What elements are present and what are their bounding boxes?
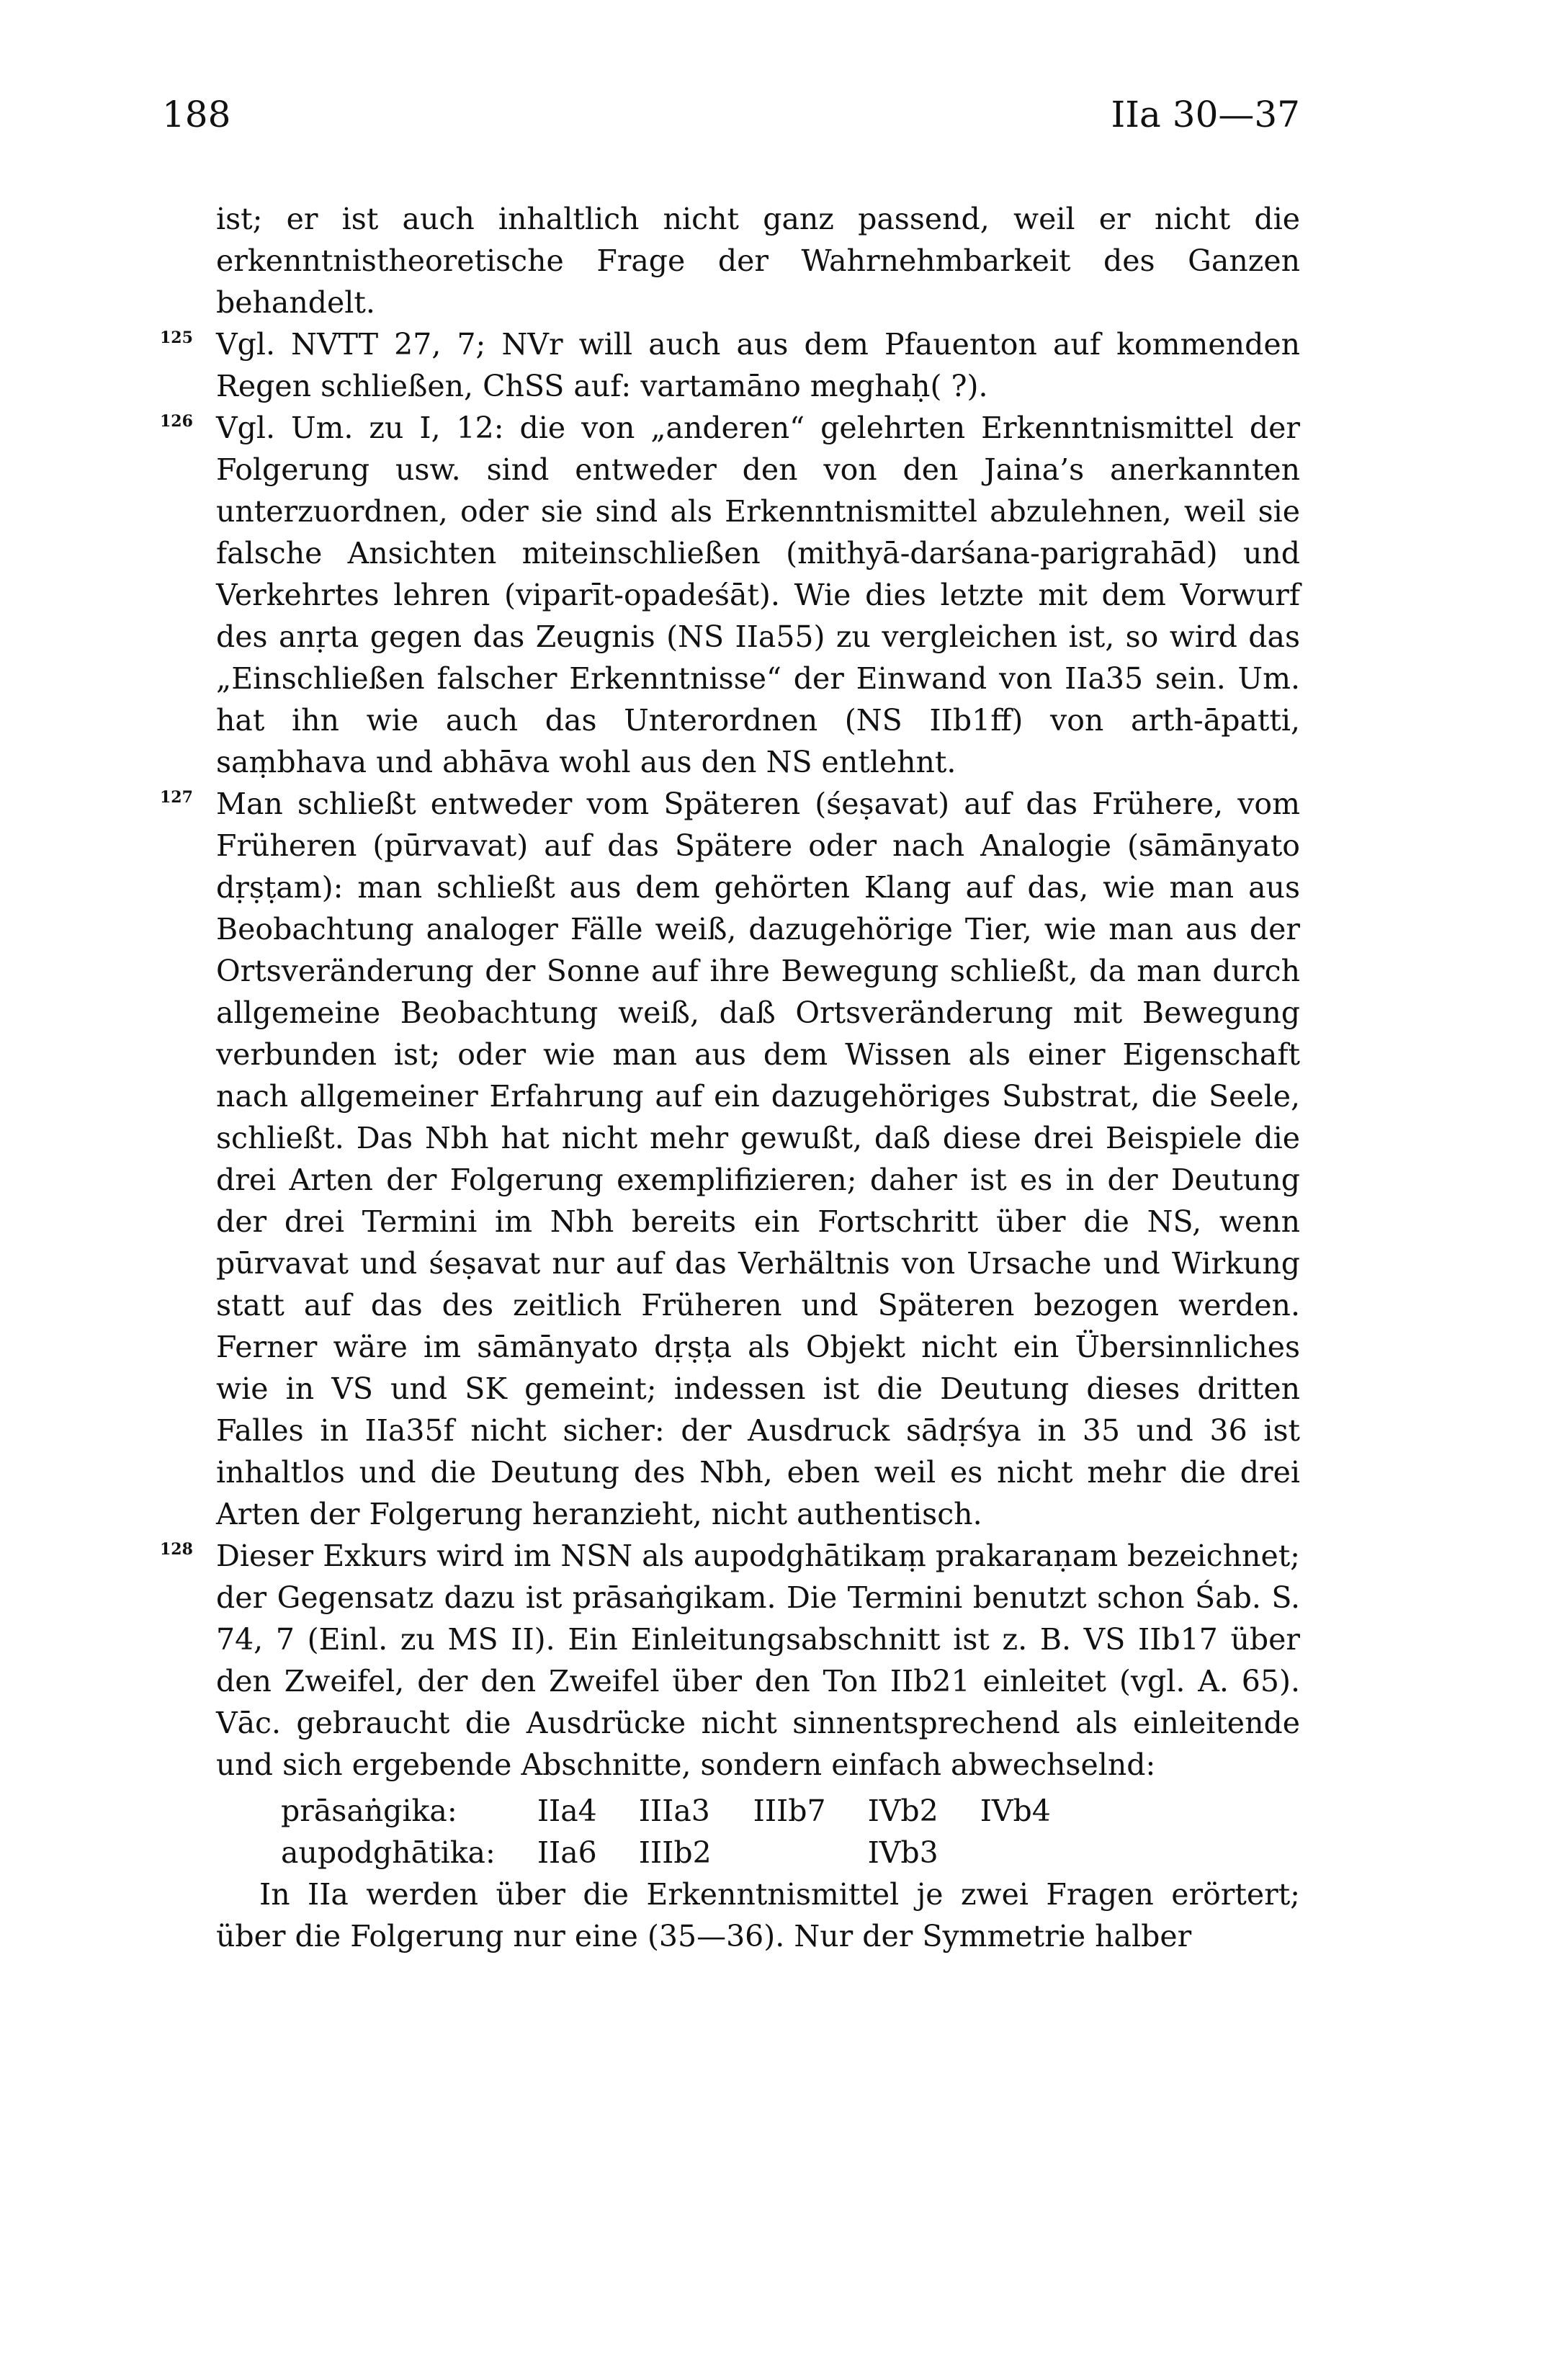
list-cell: IIIa3 <box>638 1794 710 1828</box>
list-row-prasangika <box>281 1790 1093 1832</box>
note-number: 127 <box>160 788 193 807</box>
note-number: 126 <box>160 412 193 431</box>
note-128 <box>160 1535 1300 1786</box>
note-126 <box>160 407 1300 783</box>
note-text: Man schließt entweder vom Späteren (śeṣavat) auf das Frühere, vom Früheren (pūrvavat) auf das Spätere oder nach Analogie (sāmānyato dṛṣṭam): man schließt aus dem gehörten Klang auf das, wie man aus Beobachtung analoger Fälle weiß, dazugehörige Tier, wie man aus der Ortsveränderung der Sonne auf ihre Bewegung schließt, da man durch allgemeine Beobachtung weiß, daß Ortsveränderung mit Bewegung verbunden ist; oder wie man aus dem Wissen als einer Eigenschaft nach allgemeiner Erfahrung auf ein dazugehöriges Substrat, die Seele, schließt. Das Nbh hat nicht mehr gewußt, daß diese drei Beispiele die drei Arten der Folgerung exemplifizieren; daher ist es in der Deutung der drei Termini im Nbh bereits ein Fortschritt über die NS, wenn pūrvavat und śeṣavat nur auf das Verhältnis von Ursache und Wirkung statt auf das des zeitlich Früheren und Späteren bezogen werden. Ferner wäre im sāmānyato dṛṣṭa als Objekt nicht ein Übersinnliches wie in VS und SK gemeint; indessen ist die Deutung dieses dritten Falles in IIa35f nicht sicher: der Ausdruck sādṛśya in 35 und 36 ist inhaltlos und die Deutung des Nbh, eben weil es nicht mehr die drei Arten der Folgerung heranzieht, nicht authentisch. <box>216 787 1300 1531</box>
note-text: ist; er ist auch inhaltlich nicht ganz passend, weil er nicht die erkenntnistheoretische Frage der Wahrnehmbarkeit des Ganzen behandelt. <box>216 202 1300 320</box>
footnotes-body <box>160 198 1300 1957</box>
running-head: IIa 30—37 <box>1111 94 1300 135</box>
note-text: Vgl. Um. zu I, 12: die von „anderen“ gelehrten Erkenntnismittel der Folgerung usw. sind entweder den von den Jaina’s anerkannten unterzuordnen, oder sie sind als Erkenntnismittel abzulehnen, weil sie falsche Ansichten miteinschließen (mithyā-darśana-parigrahād) und Verkehrtes lehren (viparīt-opadeśāt). Wie dies letzte mit dem Vorwurf des anṛta gegen das Zeugnis (NS IIa55) zu vergleichen ist, so wird das „Einschließen falscher Erkenntnisse“ der Einwand von IIa35 sein. Um. hat ihn wie auch das Unterordnen (NS IIb1ff) von arth-āpatti, saṃbhava und abhāva wohl aus den NS entlehnt. <box>216 411 1300 779</box>
list-cell <box>753 1832 868 1874</box>
note-text: Dieser Exkurs wird im NSN als aupodghātikaṃ prakaraṇam bezeichnet; der Gegensatz dazu ist prāsaṅgikam. Die Termini benutzt schon Śab. S. 74, 7 (Einl. zu MS II). Ein Einleitungsabschnitt ist z. B. VS IIb17 über den Zweifel, der den Zweifel über den Ton IIb21 einleitet (vgl. A. 65). Vāc. gebraucht die Ausdrücke nicht sinnentsprechend als einleitende und sich ergebende Abschnitte, sondern einfach abwechselnd: <box>216 1539 1300 1782</box>
page-number: 188 <box>162 94 231 135</box>
note-continuation <box>216 198 1300 323</box>
list-cell: IVb4 <box>980 1794 1051 1828</box>
list-cell: IIIb7 <box>753 1794 826 1828</box>
list-cell: IIa6 <box>537 1835 597 1870</box>
list-cell: IIa4 <box>537 1794 597 1828</box>
list-label: aupodghātika: <box>281 1835 496 1870</box>
note-number: 128 <box>160 1540 193 1559</box>
closing-paragraph: In IIa werden über die Erkenntnismittel je zwei Fragen erörtert; über die Folgerung nur eine (35—36). Nur der Symmetrie halber <box>216 1877 1300 1953</box>
note-number: 125 <box>160 328 193 347</box>
list-label: prāsaṅgika: <box>281 1794 457 1828</box>
list-row-aupodghatika <box>281 1832 1093 1874</box>
section-list <box>281 1790 1093 1874</box>
list-cell: IVb2 <box>867 1794 938 1828</box>
list-cell <box>980 1832 1093 1874</box>
page-header <box>162 94 1300 144</box>
list-cell: IVb3 <box>867 1835 938 1870</box>
list-cell: IIIb2 <box>638 1835 712 1870</box>
note-127 <box>160 783 1300 1535</box>
note-125 <box>160 323 1300 407</box>
note-text: Vgl. NVTT 27, 7; NVr will auch aus dem Pfauenton auf kommenden Regen schließen, ChSS auf: vartamāno meghaḥ( ?). <box>216 327 1300 403</box>
